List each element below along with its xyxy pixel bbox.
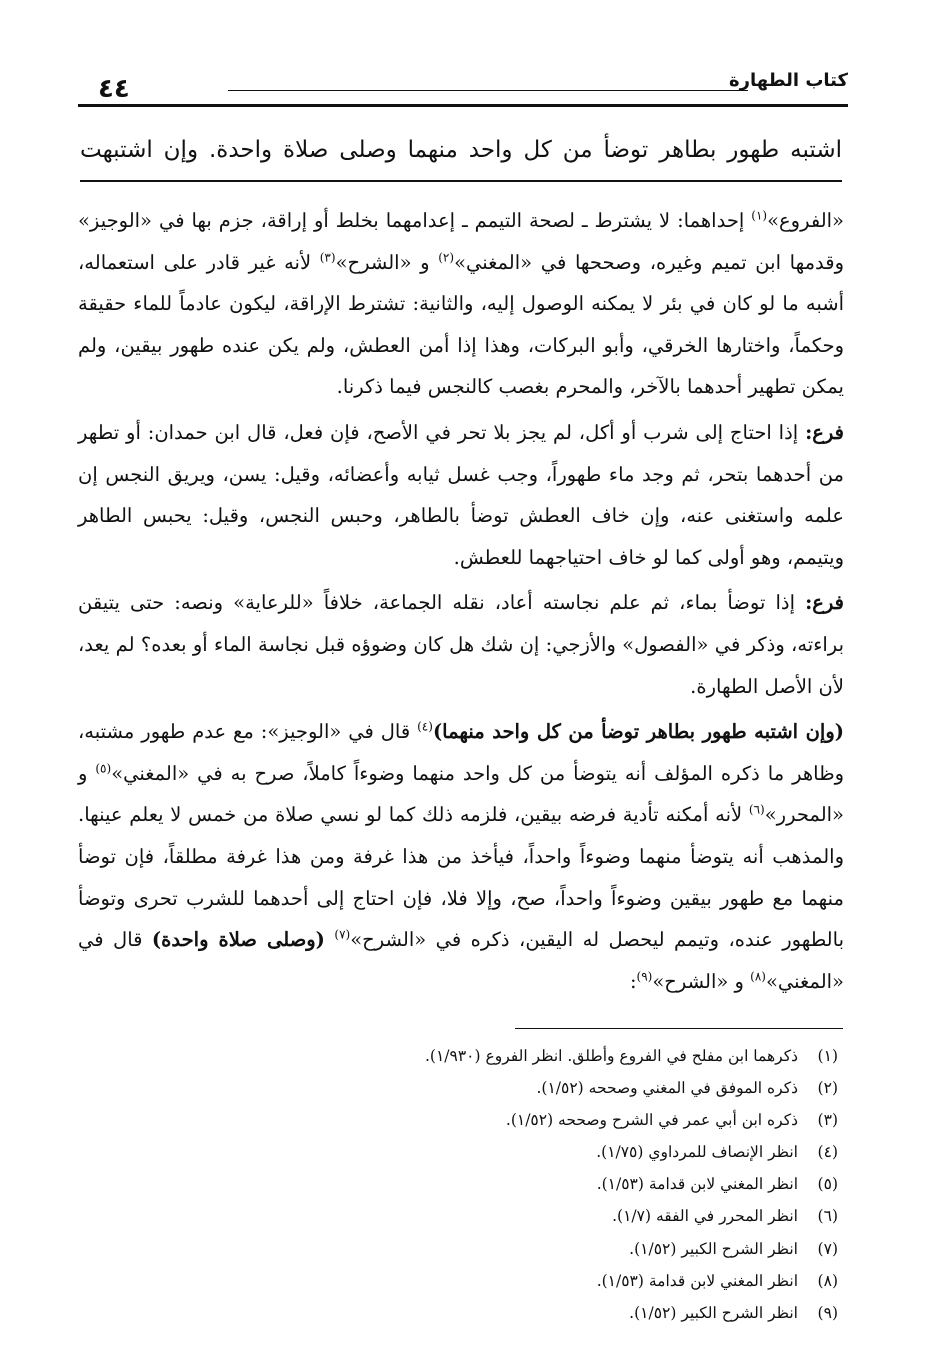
footnote-ref: (٩) bbox=[636, 969, 653, 984]
text-run: و «الشرح» bbox=[335, 250, 439, 274]
footnote bbox=[218, 1040, 838, 1072]
page-number: ٤٤ bbox=[98, 74, 130, 104]
footnote bbox=[218, 1297, 838, 1329]
text-run: إذا احتاج إلى شرب أو أكل، لم يجز بلا تحر في الأصح، فإن فعل، قال ابن حمدان: أو تطهر من أحدهما بتحر، ثم وجد ماء طهوراً، وجب غسل ثيابه وأعضائه، وقيل: يسن، ويريق النجس إن علمه واستغنى عنه، وإن خاف العطش توضأ بالطاهر، وحبس النجس، وقيل: يحبس الطاهر ويتيمم، وهو أولى كما لو خاف احتياجهما للعطش. bbox=[78, 420, 844, 569]
bold-text: فرع: bbox=[805, 420, 844, 444]
footnote-ref: (٤) bbox=[417, 719, 433, 734]
footnote-text: انظر المغني لابن قدامة (١/٥٣). bbox=[596, 1271, 798, 1290]
footnote bbox=[218, 1200, 838, 1232]
footnote-text: انظر المغني لابن قدامة (١/٥٣). bbox=[596, 1175, 798, 1194]
footnote bbox=[218, 1104, 838, 1136]
footnote-text: انظر الشرح الكبير (١/٥٢). bbox=[629, 1303, 798, 1322]
footnote-text: انظر المحرر في الفقه (١/٧). bbox=[612, 1207, 798, 1226]
bold-text: (وإن اشتبه طهور بطاهر توضأ من كل واحد منهما) bbox=[432, 720, 844, 744]
footnote-divider bbox=[515, 1028, 843, 1029]
footnote-ref: (٦) bbox=[748, 802, 765, 817]
text-run bbox=[325, 928, 334, 951]
bold-text: (وصلى صلاة واحدة) bbox=[151, 928, 325, 952]
footnote-number: (٣) bbox=[817, 1111, 838, 1130]
text-run: و «الشرح» bbox=[652, 969, 751, 993]
footnote bbox=[218, 1265, 838, 1297]
paragraph bbox=[78, 200, 844, 408]
matn-text: اشتبه طهور بطاهر توضأ من كل واحد منهما وصلى صلاة واحدة. وإن اشتبهت bbox=[80, 137, 842, 163]
footnote-ref: (٧) bbox=[334, 927, 351, 942]
book-title: كتاب الطهارة bbox=[728, 70, 848, 91]
footnote bbox=[218, 1072, 838, 1104]
text-run: قال في «الوجيز»: مع عدم طهور مشتبه، وظاهر ما ذكره المؤلف أنه يتوضأ من كل واحد منهما وضوءاً كاملاً، صرح به في «المغني» bbox=[78, 720, 845, 785]
footnote-number: (٨) bbox=[817, 1271, 838, 1290]
footnote-ref: (٨) bbox=[750, 969, 766, 984]
text-run: إحداهما: لا يشترط ـ لصحة التيمم ـ إعدامهما بخلط أو إراقة، جزم بها في «الوجيز» وقدمها ابن تميم وغيره، وصححها في «المغني» bbox=[78, 209, 844, 274]
footnote-ref: (٢) bbox=[438, 250, 455, 265]
footnote-text: ذكره ابن أبي عمر في الشرح وصححه (١/٥٢). bbox=[505, 1111, 798, 1130]
footnote bbox=[218, 1136, 838, 1168]
footnote-number: (٧) bbox=[817, 1239, 838, 1258]
footnote-text: ذكرهما ابن مفلح في الفروع وأطلق. انظر الفروع (١/٩٣٠). bbox=[424, 1047, 798, 1065]
page-header bbox=[78, 68, 848, 108]
paragraph bbox=[78, 582, 844, 707]
matn-divider bbox=[80, 180, 842, 182]
footnote-ref: (١) bbox=[751, 208, 768, 223]
header-rule bbox=[228, 90, 748, 91]
footnote-number: (٤) bbox=[817, 1143, 838, 1162]
text-run: إذا توضأ بماء، ثم علم نجاسته أعاد، نقله الجماعة، خلافاً «للرعاية» ونصه: حتى يتيقن براءته، وذكر في «الفصول» والأزجي: إن شك هل كان وضوؤه قبل نجاسة الماء أو بعده؟ لم يعد، لأن الأصل الطهارة. bbox=[78, 591, 844, 698]
footnote bbox=[218, 1168, 838, 1200]
footnote-number: (١) bbox=[817, 1047, 838, 1065]
footnote-number: (٢) bbox=[817, 1079, 838, 1098]
footnote-number: (٦) bbox=[817, 1207, 838, 1226]
footnote-number: (٩) bbox=[817, 1303, 838, 1322]
text-run: لأنه غير قادر على استعماله، أشبه ما لو كان في بئر لا يمكنه الوصول إليه، والثانية: تشترط الإراقة، ليكون عادماً للماء حقيقة وحكماً، واختارها الخرقي، وأبو البركات، وهذا إذا أمن العطش، ولم يكن عنده طهور بيقين، ولم يمكن تطهير أحدهما بالآخر، والمحرم بغصب كالنجس فيما ذكرنا. bbox=[78, 250, 844, 399]
text-run: : bbox=[629, 969, 637, 993]
footnote-number: (٥) bbox=[817, 1175, 838, 1194]
commentary-body bbox=[78, 200, 844, 1002]
footnote-text: انظر الشرح الكبير (١/٥٢). bbox=[629, 1239, 798, 1258]
paragraph bbox=[78, 711, 844, 1002]
footnotes bbox=[218, 1040, 838, 1329]
footnote bbox=[218, 1233, 838, 1265]
paragraph bbox=[78, 412, 844, 578]
text-run: قال في «المغني» bbox=[78, 928, 844, 993]
text-run: «الفروع» bbox=[767, 209, 844, 232]
text-run: لأنه أمكنه تأدية فرضه بيقين، فلزمه ذلك كما لو نسي صلاة من خمس لا يعلم عينها. والمذهب أنه يتوضأ منهما وضوءاً واحداً، فيأخذ من هذا غرفة ومن هذا غرفة مطلقاً، فإن توضأ منهما مع طهور بيقين وضوءاً واحداً، صح، وإلا فلا، فإن احتاج إلى أحدهما للشرب تحرى وتوضأ بالطهور عنده، وتيمم ليحصل له اليقين، ذكره في «الشرح» bbox=[78, 803, 844, 952]
header-divider bbox=[78, 104, 848, 107]
footnote-text: ذكره الموفق في المغني وصححه (١/٥٢). bbox=[536, 1079, 798, 1098]
footnote-text: انظر الإنصاف للمرداوي (١/٧٥). bbox=[596, 1143, 798, 1162]
footnote-ref: (٥) bbox=[95, 761, 112, 776]
text-run: و «المحرر» bbox=[78, 761, 844, 827]
bold-text: فرع: bbox=[805, 591, 844, 615]
footnote-ref: (٣) bbox=[319, 250, 336, 265]
